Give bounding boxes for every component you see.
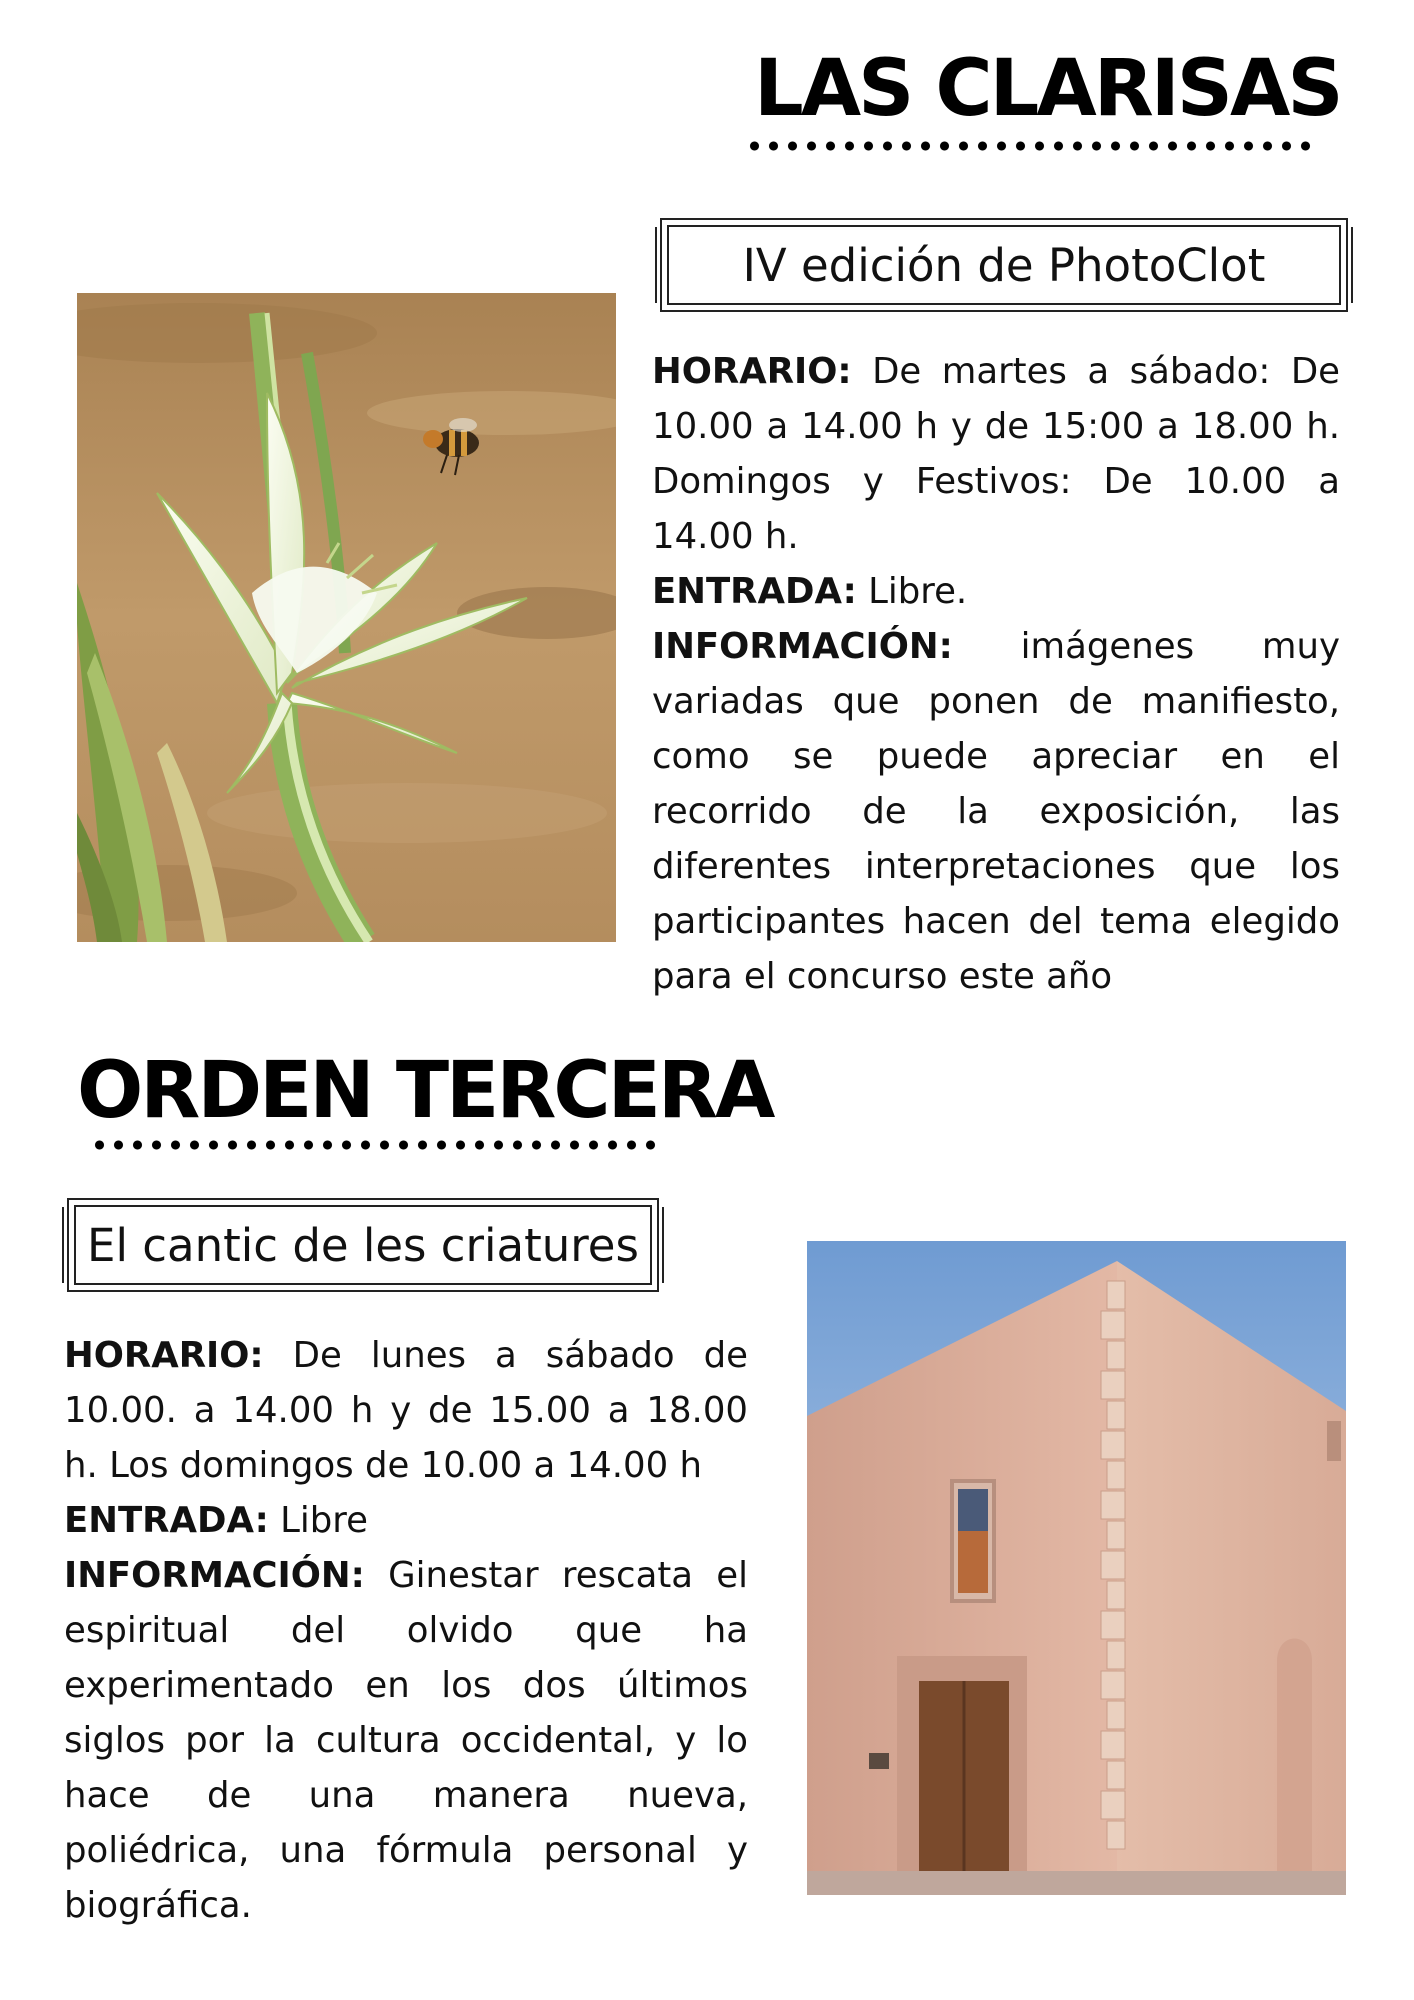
orden-tercera-entrada-text: Libre [280, 1500, 368, 1541]
las-clarisas-entrada [652, 564, 1340, 619]
las-clarisas-informacion-label: INFORMACIÓN: [652, 626, 953, 667]
las-clarisas-subtitle: IV edición de PhotoClot [742, 238, 1266, 292]
orden-tercera-entrada [64, 1493, 748, 1548]
orden-tercera-title-underline [90, 1140, 660, 1150]
orden-tercera-informacion-label: INFORMACIÓN: [64, 1555, 365, 1596]
orden-tercera-info [64, 1328, 748, 1933]
orden-tercera-entrada-label: ENTRADA: [64, 1500, 269, 1541]
orden-tercera-informacion-text: Ginestar rescata el espiritual del olvido que ha experimentado en los dos últimos siglos por la cultura occidental, y lo hace de una manera nueva, poliédrica, una fórmula personal y biográfica. [64, 1555, 748, 1926]
church-building-photo [807, 1241, 1346, 1895]
orden-tercera-subtitle: El cantic de les criatures [87, 1218, 639, 1272]
las-clarisas-subtitle-box [660, 218, 1348, 312]
las-clarisas-title-underline [745, 141, 1315, 151]
orden-tercera-horario-text: De lunes a sábado de 10.00. a 14.00 h y de 15.00 a 18.00 h. Los domingos de 10.00 a 14.00 h [64, 1335, 748, 1486]
las-clarisas-horario [652, 344, 1340, 564]
las-clarisas-informacion-text: imágenes muy variadas que ponen de manifiesto, como se puede apreciar en el recorrido de la exposición, las diferentes interpretaciones que los participantes hacen del tema elegido para el concurso este año [652, 626, 1340, 997]
las-clarisas-informacion [652, 619, 1340, 1004]
las-clarisas-entrada-text: Libre. [868, 571, 968, 612]
las-clarisas-info [652, 344, 1340, 1004]
las-clarisas-horario-label: HORARIO: [652, 351, 852, 392]
orden-tercera-horario-label: HORARIO: [64, 1335, 264, 1376]
las-clarisas-title: LAS CLARISAS [754, 44, 1341, 134]
orden-tercera-title: ORDEN TERCERA [77, 1046, 773, 1136]
flower-bee-photo [77, 293, 616, 942]
las-clarisas-horario-text: De martes a sábado: De 10.00 a 14.00 h y de 15:00 a 18.00 h. Domingos y Festivos: De 10.00 a 14.00 h. [652, 351, 1340, 557]
orden-tercera-horario [64, 1328, 748, 1493]
las-clarisas-entrada-label: ENTRADA: [652, 571, 857, 612]
orden-tercera-subtitle-box [67, 1198, 659, 1292]
orden-tercera-informacion [64, 1548, 748, 1933]
